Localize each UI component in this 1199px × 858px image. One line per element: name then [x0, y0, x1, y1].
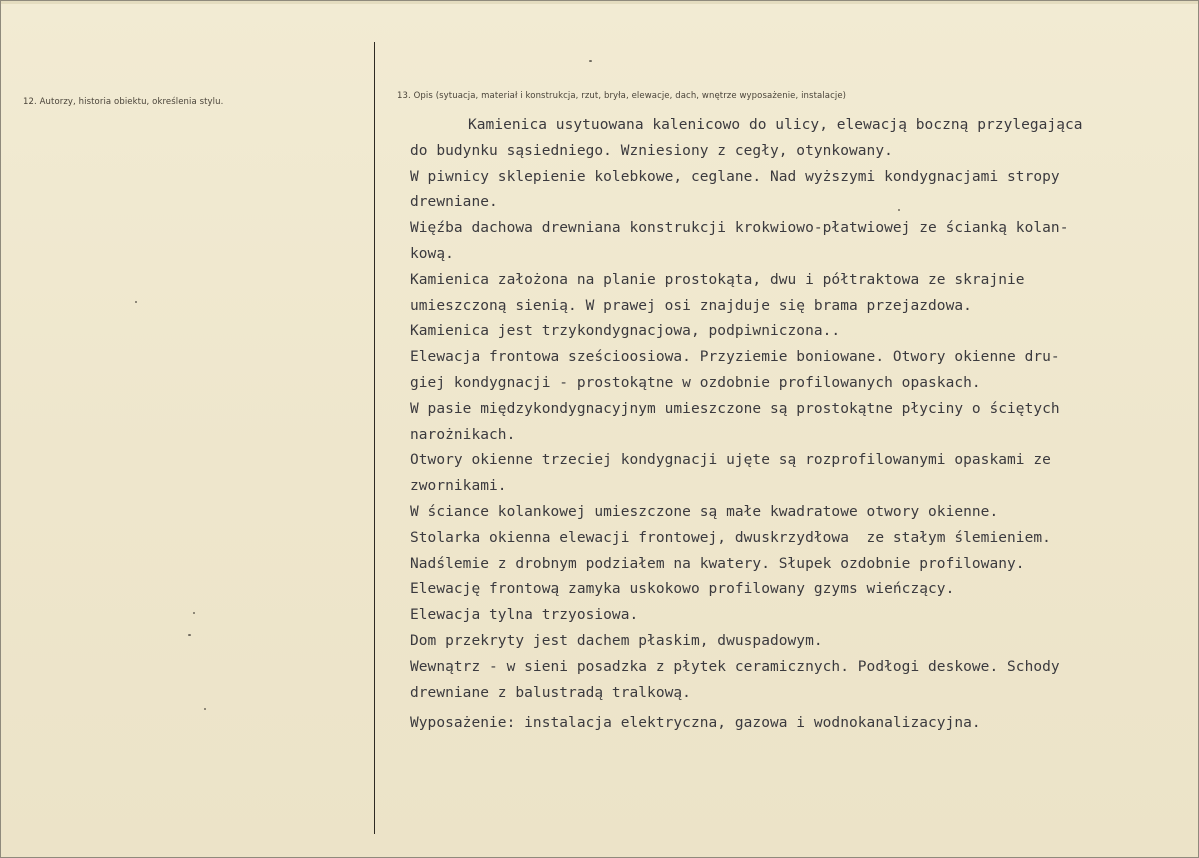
description-line: Kamienica usytuowana kalenicowo do ulicy, elewacją boczną przylegająca — [468, 117, 1083, 133]
description-line: do budynku sąsiedniego. Wzniesiony z cegły, otynkowany. — [410, 142, 893, 159]
paper-speck — [589, 60, 592, 62]
description-line: Otwory okienne trzeciej kondygnacji ujęte są rozprofilowanymi opaskami ze — [410, 452, 1051, 469]
field-12-label: 12. Autorzy, historia obiektu, określenia stylu. — [23, 97, 224, 107]
description-line: Więźba dachowa drewniana konstrukcji krokwiowo-płatwiowej ze ścianką kolan- — [410, 220, 1069, 237]
description-line: giej kondygnacji - prostokątne w ozdobnie profilowanych opaskach. — [410, 374, 981, 391]
description-line: Nadślemie z drobnym podziałem na kwatery. Słupek ozdobnie profilowany. — [410, 555, 1025, 572]
description-line: Wyposażenie: instalacja elektryczna, gazowa i wodnokanalizacyjna. — [410, 715, 981, 732]
description-line: narożnikach. — [410, 426, 516, 443]
description-line: Wewnątrz - w sieni posadzka z płytek ceramicznych. Podłogi deskowe. Schody — [410, 658, 1060, 675]
paper-speck — [188, 634, 191, 636]
description-line: Elewację frontową zamyka uskokowo profilowany gzyms wieńczący. — [410, 581, 955, 598]
description-line: drewniane z balustradą tralkową. — [410, 684, 691, 701]
description-line: W pasie międzykondygnacyjnym umieszczone są prostokątne płyciny o ściętych — [410, 400, 1060, 417]
paper-speck — [135, 301, 137, 303]
description-line: Kamienica jest trzykondygnacjowa, podpiwniczona.. — [410, 323, 841, 340]
description-line: W ściance kolankowej umieszczone są małe kwadratowe otwory okienne. — [410, 503, 999, 520]
field-13-label: 13. Opis (sytuacja, materiał i konstrukcja, rzut, bryła, elewacje, dach, wnętrze wyposażenie, instalacje) — [397, 91, 847, 101]
description-line: W piwnicy sklepienie kolebkowe, ceglane. Nad wyższymi kondygnacjami stropy — [410, 168, 1060, 185]
paper-speck — [193, 612, 195, 614]
description-line: Elewacja frontowa sześcioosiowa. Przyziemie boniowane. Otwory okienne dru- — [410, 349, 1060, 366]
description-line: drewniane. — [410, 194, 498, 211]
paper-speck — [204, 708, 206, 710]
description-line: Elewacja tylna trzyosiowa. — [410, 607, 639, 624]
card-top-edge — [1, 1, 1199, 4]
description-line: Kamienica założona na planie prostokąta, dwu i półtraktowa ze skrajnie — [410, 271, 1025, 288]
paper-speck — [898, 209, 900, 211]
description-line: Stolarka okienna elewacji frontowej, dwuskrzydłowa ze stałym ślemieniem. — [410, 529, 1051, 546]
description-line: kową. — [410, 245, 454, 262]
description-line: Dom przekryty jest dachem płaskim, dwuspadowym. — [410, 632, 823, 649]
typewritten-description — [410, 113, 1170, 737]
column-divider — [374, 42, 375, 834]
description-line: zwornikami. — [410, 478, 507, 495]
description-line: umieszczoną sienią. W prawej osi znajduje się brama przejazdowa. — [410, 297, 972, 314]
